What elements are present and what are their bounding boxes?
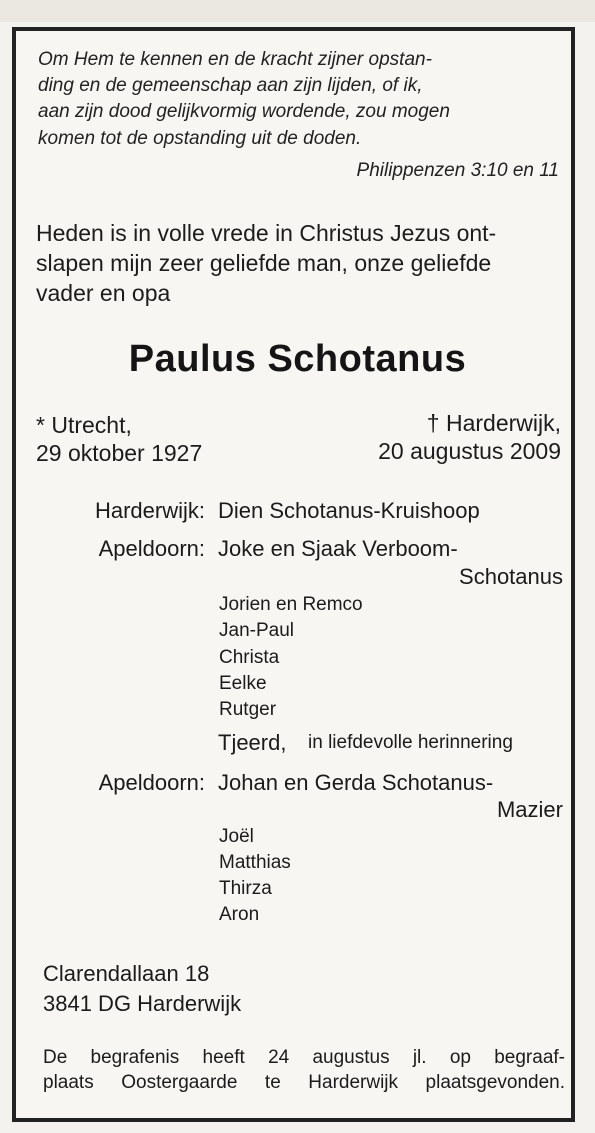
- grandchild: Joël: [219, 826, 254, 847]
- intro-line-3: vader en opa: [36, 280, 171, 306]
- verse-reference: Philippenzen 3:10 en 11: [356, 160, 559, 181]
- intro-line-1: Heden is in volle vrede in Christus Jezus ont-: [36, 220, 497, 246]
- family-name-schotanus-mazier: Johan en Gerda Schotanus-: [218, 770, 494, 795]
- address-street: Clarendallaan 18: [43, 961, 210, 986]
- family-city-apeldoorn-1: Apeldoorn:: [98, 536, 205, 561]
- intro-line-2: slapen mijn zeer geliefde man, onze geliefde: [36, 250, 492, 276]
- address-city: 3841 DG Harderwijk: [43, 991, 242, 1016]
- grandchild: Thirza: [219, 878, 272, 899]
- verse-line-4: komen tot de opstanding uit de doden.: [38, 128, 362, 149]
- family-city-apeldoorn-2: Apeldoorn:: [98, 770, 205, 795]
- family-name-verboom: Joke en Sjaak Verboom-: [218, 536, 458, 561]
- grandchild: Rutger: [219, 699, 277, 720]
- memorial-text: in liefdevolle herinnering: [308, 732, 513, 753]
- memorial-name: Tjeerd,: [218, 730, 287, 755]
- family-name-widow: Dien Schotanus-Kruishoop: [218, 498, 480, 523]
- family-name-verboom-cont: Schotanus: [459, 564, 563, 589]
- grandchild: Jorien en Remco: [219, 594, 363, 615]
- family-city-harderwijk: Harderwijk:: [94, 498, 205, 523]
- grandchild: Aron: [219, 904, 260, 925]
- funeral-line-2: plaats Oostergaarde te Harderwijk plaatsgevonden.: [43, 1072, 565, 1093]
- paper-edge: [0, 0, 595, 22]
- death-date: 20 augustus 2009: [378, 438, 561, 464]
- grandchild: Jan-Paul: [219, 620, 294, 641]
- grandchild: Matthias: [219, 852, 291, 873]
- funeral-line-1: De begrafenis heeft 24 augustus jl. op begraaf-: [43, 1047, 565, 1068]
- family-name-schotanus-mazier-cont: Mazier: [496, 797, 563, 822]
- verse-line-3: aan zijn dood gelijkvormig wordende, zou mogen: [38, 101, 450, 122]
- birth-place: * Utrecht,: [36, 412, 132, 438]
- birth-date: 29 oktober 1927: [36, 440, 203, 466]
- deceased-name: Paulus Schotanus: [128, 338, 467, 380]
- verse-line-2: ding en de gemeenschap aan zijn lijden, of ik,: [38, 75, 423, 96]
- grandchild: Christa: [219, 647, 280, 668]
- verse-line-1: Om Hem te kennen en de kracht zijner opstan-: [38, 49, 432, 70]
- grandchild: Eelke: [219, 673, 267, 694]
- death-place: † Harderwijk,: [426, 410, 561, 436]
